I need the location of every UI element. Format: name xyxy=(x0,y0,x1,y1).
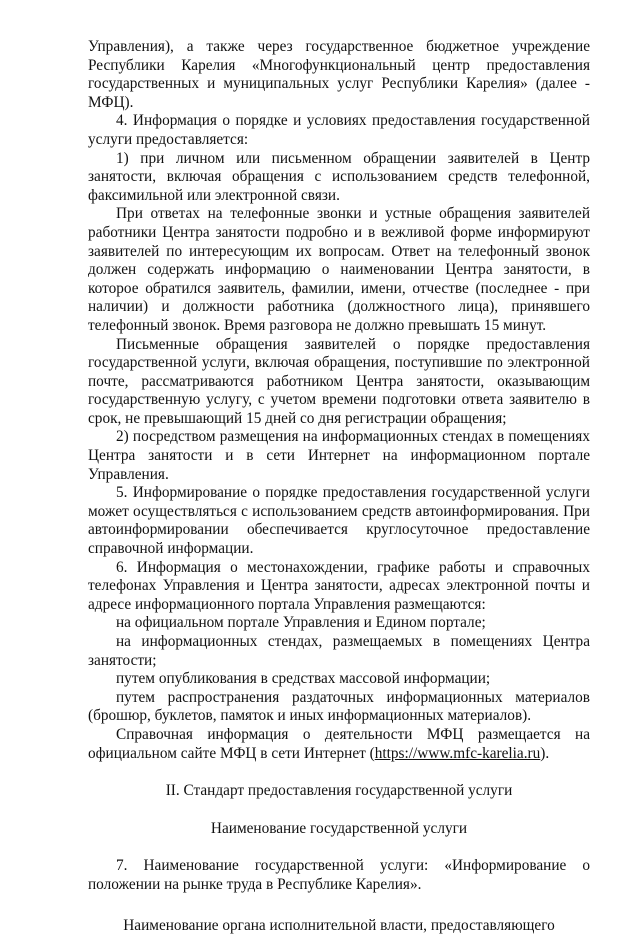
list-item-stands: на информационных стендах, размещаемых в помещениях Центра занятости; xyxy=(88,633,590,669)
section-heading: II. Стандарт предоставления государственной услуги xyxy=(165,782,513,800)
mfc-website-link[interactable]: https://www.mfc-karelia.ru xyxy=(374,744,541,762)
list-item-portal: на официальном портале Управления и Едином портале; xyxy=(116,614,486,632)
paragraph-item-4-2: 2) посредством размещения на информационных стендах в помещениях Центра занятости и в сети Интернет на информационном портале Управления. xyxy=(88,428,590,483)
subheading-authority: Наименование органа исполнительной власти, предоставляющего xyxy=(123,916,555,934)
paragraph-item-4: 4. Информация о порядке и условиях предоставления государственной услуги предоставляется: xyxy=(88,112,590,148)
paragraph-item-6: 6. Информация о местонахождении, графике работы и справочных телефонах Управления и Центра занятости, адресах электронной почты и адресе информационного портала Управления размещаются: xyxy=(88,558,590,613)
reference-text-after: ). xyxy=(540,744,550,762)
paragraph-mfc-reference xyxy=(88,726,590,763)
document-page xyxy=(88,38,590,935)
paragraph-written-requests: Письменные обращения заявителей о порядке предоставления государственной услуги, включая обращения, поступившие по электронной почте, рассматриваются работником Центра занятости, оказывающим государственную услугу, с учетом времени подготовки ответа заявителю в срок, не превышающий 15 дней со дня регистрации обращения; xyxy=(88,335,590,427)
paragraph-item-4-1: 1) при личном или письменном обращении заявителей в Центр занятости, включая обращения с использованием средств телефонной, факсимильной или электронной связи. xyxy=(88,149,590,204)
list-item-media: путем опубликования в средствах массовой информации; xyxy=(116,670,491,688)
paragraph-item-5: 5. Информирование о порядке предоставления государственной услуги может осуществляться с использованием средств автоинформирования. При автоинформировании обеспечивается круглосуточное предоставление справочной информации. xyxy=(88,484,590,558)
paragraph-intro: Управления), а также через государственное бюджетное учреждение Республики Карелия «Многофункциональный центр предоставления государственных и муниципальных услуг Республики Карелия» (далее - МФЦ). xyxy=(88,38,590,111)
paragraph-item-7: 7. Наименование государственной услуги: «Информирование о положении на рынке труда в Республике Карелия». xyxy=(88,857,590,893)
paragraph-phone-answers: При ответах на телефонные звонки и устные обращения заявителей работники Центра занятости подробно и в вежливой форме информируют заявителей по интересующим их вопросам. Ответ на телефонный звонок должен содержать информацию о наименовании Центра занятости, в которое обратился заявитель, фамилии, имени, отчестве (последнее - при наличии) и должности работника (должностного лица), принявшего телефонный звонок. Время разговора не должно превышать 15 минут. xyxy=(88,205,590,334)
list-item-handouts: путем распространения раздаточных информационных материалов (брошюр, буклетов, памяток и иных информационных материалов). xyxy=(88,688,590,725)
subheading-service-name: Наименование государственной услуги xyxy=(210,819,468,837)
reference-text-before: Справочная информация о деятельности МФЦ размещается на официальном сайте МФЦ в сети Интернет ( xyxy=(88,725,590,762)
